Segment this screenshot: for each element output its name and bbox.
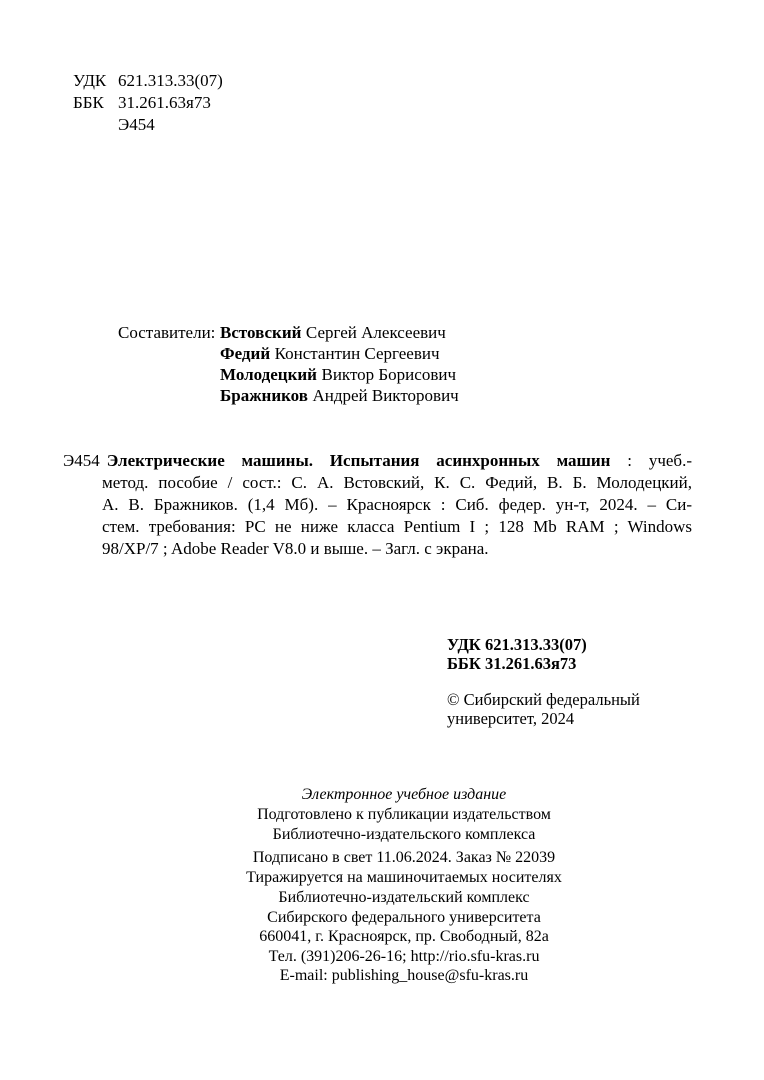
code-row bbox=[447, 655, 587, 674]
compiler-given-names: Виктор Борисович bbox=[321, 365, 456, 384]
compilers-names bbox=[220, 322, 459, 406]
catalog-text: 98/XP/7 ; Adobe Reader V8.0 и выше. – Загл. с экрана. bbox=[102, 539, 489, 558]
compiler-surname: Молодецкий bbox=[220, 365, 317, 384]
udk-bbk-right-block bbox=[447, 636, 587, 673]
catalog-line bbox=[102, 494, 692, 516]
publisher-contacts bbox=[89, 888, 719, 986]
code-value: 31.261.63я73 bbox=[485, 653, 577, 673]
code-system-label: УДК bbox=[73, 71, 107, 90]
catalog-line bbox=[102, 516, 692, 538]
catalog-line bbox=[102, 472, 692, 494]
compilers-label: Составители: bbox=[118, 323, 216, 342]
copyright-year: университет, 2024 bbox=[447, 709, 575, 728]
compiler-row bbox=[220, 385, 459, 406]
edition-type: Электронное учебное издание bbox=[301, 786, 507, 803]
catalog-text: стем. требования: PC не ниже класса Pentium I ; 128 Mb RAM ; Windows bbox=[102, 517, 692, 536]
catalog-text: : учеб.- bbox=[610, 451, 692, 470]
code-value: 31.261.63я73 bbox=[118, 93, 211, 112]
code-row bbox=[447, 636, 587, 655]
compiler-surname: Встовский bbox=[220, 323, 302, 342]
text-line: Тел. (391)206-26-16; http://rio.sfu-kras.ru bbox=[268, 947, 540, 965]
code-row bbox=[73, 92, 223, 114]
copyright-block bbox=[447, 690, 640, 728]
catalog-text: А. В. Бражников. (1,4 Мб). – Красноярск : Сиб. федер. ун-т, 2024. – Си- bbox=[102, 495, 692, 514]
code-value: Э454 bbox=[118, 115, 155, 134]
code-system-label: ББК bbox=[73, 93, 104, 112]
text-line: Подписано в свет 11.06.2024. Заказ № 22039 bbox=[252, 849, 556, 866]
compiler-surname: Бражников bbox=[220, 386, 308, 405]
code-value: 621.313.33(07) bbox=[118, 71, 223, 90]
catalog-line bbox=[102, 538, 692, 560]
text-line: Библиотечно-издательского комплекса bbox=[272, 826, 536, 843]
code-system-label bbox=[73, 114, 118, 136]
compiler-row bbox=[220, 343, 459, 364]
code-row bbox=[73, 70, 223, 92]
release-info bbox=[89, 848, 719, 888]
compiler-row bbox=[220, 364, 459, 385]
compiler-given-names: Андрей Викторович bbox=[312, 386, 459, 405]
catalog-code: Э454 bbox=[63, 451, 100, 470]
catalog-entry bbox=[63, 450, 692, 560]
text-line: Библиотечно-издательский комплекс bbox=[278, 889, 530, 906]
compiler-given-names: Сергей Алексеевич bbox=[305, 323, 446, 342]
text-line: 660041, г. Красноярск, пр. Свободный, 82а bbox=[259, 928, 549, 945]
compiler-given-names: Константин Сергеевич bbox=[274, 344, 440, 363]
compiler-row bbox=[220, 322, 459, 343]
catalog-text: метод. пособие / сост.: С. А. Встовский, К. С. Федий, В. Б. Молодецкий, bbox=[102, 473, 692, 492]
code-system-label: УДК bbox=[447, 635, 481, 654]
text-line: Подготовлено к публикации издательством bbox=[257, 806, 551, 823]
code-row bbox=[73, 114, 223, 136]
prepared-by bbox=[89, 805, 719, 845]
udk-bbk-top-block bbox=[73, 70, 223, 136]
copyright-holder: © Сибирский федеральный bbox=[447, 690, 640, 709]
colophon-block bbox=[89, 785, 719, 986]
text-line: Тиражируется на машиночитаемых носителях bbox=[246, 869, 562, 886]
text-line: Сибирского федерального университета bbox=[267, 908, 541, 926]
compilers-block bbox=[118, 322, 459, 406]
text-line: E-mail: publishing_house@sfu-kras.ru bbox=[279, 967, 529, 984]
catalog-line bbox=[63, 450, 692, 472]
compiler-surname: Федий bbox=[220, 344, 271, 363]
code-system-label: ББК bbox=[447, 653, 481, 673]
catalog-title-bold: Электрические машины. Испытания асинхронных машин bbox=[106, 451, 611, 470]
code-value: 621.313.33(07) bbox=[485, 635, 587, 654]
